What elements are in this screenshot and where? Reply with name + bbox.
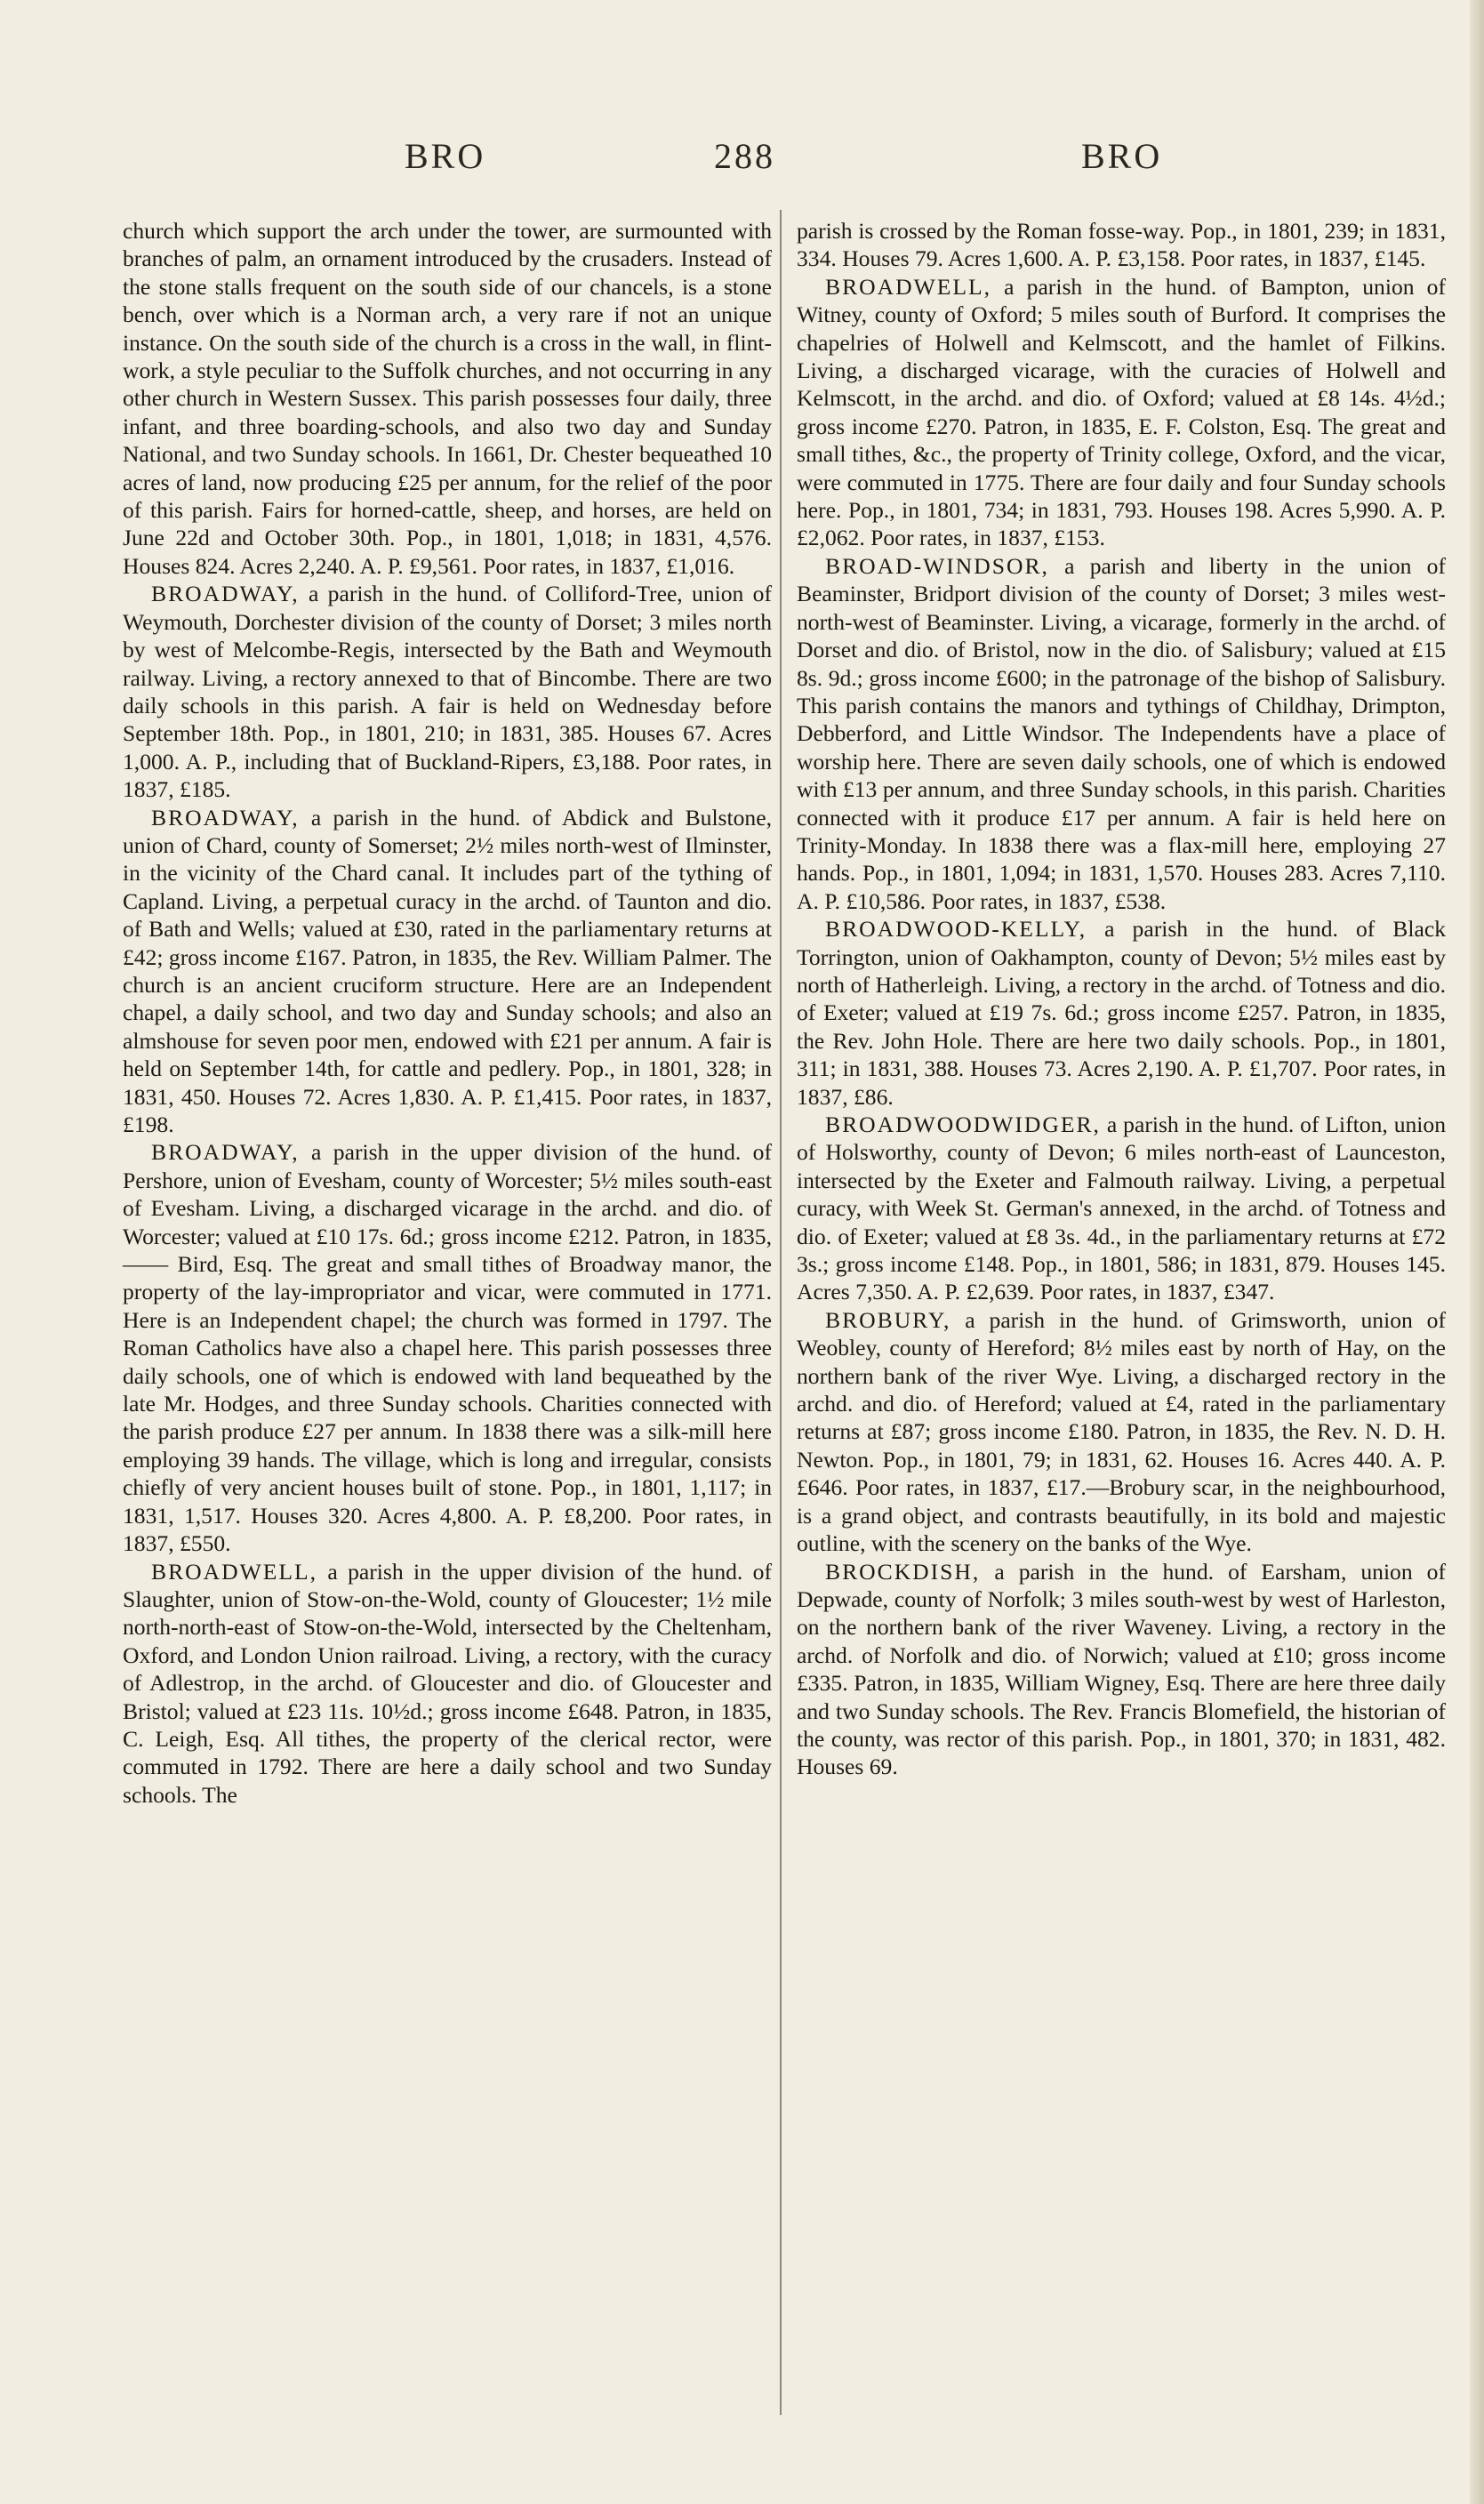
header-left-catchword: BRO bbox=[405, 136, 486, 176]
right-column bbox=[797, 217, 1446, 1781]
running-header bbox=[0, 135, 1484, 189]
entry-text: a parish in the hund. of Grimsworth, union of Weobley, county of Hereford; 8½ miles east by north of Hay, on the northern bank of the river Wye. Living, a discharged rectory in the archd. and dio. of Hereford; valued at £4, rated in the parliamentary returns at £87; gross income £180. Patron, in 1835, the Rev. N. D. H. Newton. Pop., in 1801, 79; in 1831, 62. Houses 16. Acres 440. A. P. £646. Poor rates, in 1837, £17.—Brobury scar, in the neighbourhood, is a grand object, and contrasts beautifully, in its bold and majestic outline, with the scenery on the banks of the Wye. bbox=[797, 1306, 1446, 1557]
entry-name: BROADWOODWIDGER, bbox=[825, 1112, 1101, 1137]
entry-brockdish bbox=[797, 1558, 1446, 1781]
entry-broadway-worcester bbox=[123, 1138, 772, 1557]
entry-name: BROADWOOD-KELLY, bbox=[825, 916, 1087, 943]
entry-broadway-dorset bbox=[123, 580, 772, 803]
entry-name: BROAD-WINDSOR, bbox=[825, 552, 1049, 579]
entry-name: BROCKDISH, bbox=[825, 1558, 981, 1585]
left-column bbox=[123, 217, 772, 1809]
entry-text: a parish and liberty in the union of Beaminster, Bridport division of the county of Dorset; 3 miles west-north-west of Beaminster. Living, a vicarage, formerly in the archd. of Dorset and dio. of Bristol, now in the dio. of Salisbury; valued at £15 8s. 9d.; gross income £600; in the patronage of the bishop of Salisbury. This parish contains the manors and tythings of Childhay, Drimpton, Debberford, and Little Windsor. The Independents have a place of worship here. There are seven daily schools, one of which is endowed with £13 per annum, and three Sunday schools, in this parish. Charities connected with it produce £17 per annum. A fair is held here on Trinity-Monday. In 1838 there was a flax-mill here, employing 27 hands. Pop., in 1801, 1,094; in 1831, 1,570. Houses 283. Acres 7,110. A. P. £10,586. Poor rates, in 1837, £538. bbox=[797, 552, 1446, 914]
entry-text: a parish in the hund. of Colliford-Tree, union of Weymouth, Dorchester division of the county of Dorset; 3 miles north by west of Melcombe-Regis, intersected by the Bath and Weymouth railway. Living, a rectory annexed to that of Bincombe. There are two daily schools in this parish. A fair is held on Wednesday before September 18th. Pop., in 1801, 210; in 1831, 385. Houses 67. Acres 1,000. A. P., including that of Buckland-Ripers, £3,188. Poor rates, in 1837, £185. bbox=[123, 581, 772, 803]
entry-name: BROADWELL, bbox=[151, 1558, 318, 1585]
entry-broadwell-oxford bbox=[797, 273, 1446, 552]
entry-name: BROADWELL, bbox=[825, 273, 992, 300]
entry-brobury bbox=[797, 1306, 1446, 1558]
entry-broadwoodwidger bbox=[797, 1111, 1446, 1306]
entry-name: BROADWAY, bbox=[151, 1139, 300, 1166]
entry-text: a parish in the upper division of the hund. of Pershore, union of Evesham, county of Worcester; 5½ miles south-east of Evesham. Living, a discharged vicarage in the archd. and dio. of Worcester; valued at £10 17s. 6d.; gross income £212. Patron, in 1835, —— Bird, Esq. The great and small tithes of Broadway manor, the property of the lay-impropriator and vicar, were commuted in 1771. Here is an Independent chapel; the church was formed in 1797. The Roman Catholics have also a chapel here. This parish possesses three daily schools, one of which is endowed with land bequeathed by the late Mr. Hodges, and three Sunday schools. Charities connected with the parish produce £27 per annum. In 1838 there was a silk-mill here employing 39 hands. The village, which is long and irregular, consists chiefly of very ancient houses built of stone. Pop., in 1801, 1,117; in 1831, 1,517. Houses 320. Acres 4,800. A. P. £8,200. Poor rates, in 1837, £550. bbox=[123, 1139, 772, 1557]
entry-text: a parish in the hund. of Bampton, union of Witney, county of Oxford; 5 miles south of Burford. It comprises the chapelries of Holwell and Kelmscott, and the hamlet of Filkins. Living, a discharged vicarage, with the curacies of Holwell and Kelmscott, in the archd. and dio. of Oxford; valued at £8 14s. 4½d.; gross income £270. Patron, in 1835, E. F. Colston, Esq. The great and small tithes, &c., the property of Trinity college, Oxford, and the vicar, were commuted in 1775. There are four daily and four Sunday schools here. Pop., in 1801, 734; in 1831, 793. Houses 198. Acres 5,990. A. P. £2,062. Poor rates, in 1837, £153. bbox=[797, 273, 1446, 551]
entry-text: a parish in the hund. of Lifton, union of Holsworthy, county of Devon; 6 miles north-east of Launceston, intersected by the Exeter and Falmouth railway. Living, a perpetual curacy, with Week St. German's annexed, in the archd. of Totness and dio. of Exeter; valued at £8 3s. 4d., in the parliamentary returns at £72 3s.; gross income £148. Pop., in 1801, 586; in 1831, 879. Houses 145. Acres 7,350. A. P. £2,639. Poor rates, in 1837, £347. bbox=[797, 1112, 1446, 1305]
column-divider bbox=[780, 210, 782, 2415]
entry-continuation: parish is crossed by the Roman fosse-way. Pop., in 1801, 239; in 1831, 334. Houses 79. Acres 1,600. A. P. £3,158. Poor rates, in 1837, £145. bbox=[797, 218, 1446, 272]
entry-text: a parish in the hund. of Abdick and Bulstone, union of Chard, county of Somerset; 2½ miles north-west of Ilminster, in the vicinity of the Chard canal. It includes part of the tything of Capland. Living, a perpetual curacy in the archd. of Taunton and dio. of Bath and Wells; valued at £30, rated in the parliamentary returns at £42; gross income £167. Patron, in 1835, the Rev. William Palmer. The church is an ancient cruciform structure. Here are an Independent chapel, a daily school, and two day and Sunday schools; and also an almshouse for seven poor men, endowed with £21 per annum. A fair is held on September 14th, for cattle and pedlery. Pop., in 1801, 328; in 1831, 450. Houses 72. Acres 1,830. A. P. £1,415. Poor rates, in 1837, £198. bbox=[123, 804, 772, 1137]
entry-text: a parish in the hund. of Earsham, union of Depwade, county of Norfolk; 3 miles south-west by west of Harleston, on the northern bank of the river Waveney. Living, a rectory in the archd. of Norfolk and dio. of Norwich; valued at £10; gross income £335. Patron, in 1835, William Wigney, Esq. There are here three daily and two Sunday schools. The Rev. Francis Blomefield, the historian of the county, was rector of this parish. Pop., in 1801, 370; in 1831, 482. Houses 69. bbox=[797, 1558, 1446, 1780]
entry-broadway-somerset bbox=[123, 804, 772, 1139]
entry-name: BROADWAY, bbox=[151, 581, 300, 607]
entry-text: a parish in the upper division of the hund. of Slaughter, union of Stow-on-the-Wold, county of Gloucester; 1½ mile north-north-east of Stow-on-the-Wold, intersected by the Cheltenham, Oxford, and London Union railroad. Living, a rectory, with the curacy of Adlestrop, in the archd. of Gloucester and dio. of Gloucester and Bristol; valued at £23 11s. 10½d.; gross income £648. Patron, in 1835, C. Leigh, Esq. All tithes, the property of the clerical rector, were commuted in 1792. There are here a daily school and two Sunday schools. The bbox=[123, 1558, 772, 1808]
page-edge-shadow bbox=[1470, 0, 1484, 2504]
entry-text: a parish in the hund. of Black Torrington, union of Oakhampton, county of Devon; 5½ miles east by north of Hatherleigh. Living, a rectory in the archd. of Totness and dio. of Exeter; valued at £19 7s. 6d.; gross income £257. Patron, in 1835, the Rev. John Hole. There are here two daily schools. Pop., in 1801, 311; in 1831, 388. Houses 73. Acres 2,190. A. P. £1,707. Poor rates, in 1837, £86. bbox=[797, 916, 1446, 1110]
entry-name: BROBURY, bbox=[825, 1306, 951, 1333]
entry-broadwood-kelly bbox=[797, 915, 1446, 1111]
entry-continuation: church which support the arch under the tower, are surmounted with branches of palm, an ornament introduced by the crusaders. Instead of the stone stalls frequent on the south side of our chancels, is a stone bench, over which is a Norman arch, a very rare if not an unique instance. On the south side of the church is a cross in the wall, in flint-work, a style peculiar to the Suffolk churches, and not occurring in any other church in Western Sussex. This parish possesses four daily, three infant, and three boarding-schools, and also two day and Sunday National, and two Sunday schools. In 1661, Dr. Chester bequeathed 10 acres of land, now producing £25 per annum, for the relief of the poor of this parish. Fairs for horned-cattle, sheep, and horses, are held on June 22d and October 30th. Pop., in 1801, 1,018; in 1831, 4,576. Houses 824. Acres 2,240. A. P. £9,561. Poor rates, in 1837, £1,016. bbox=[123, 218, 772, 579]
entry-broadwell-gloucester bbox=[123, 1558, 772, 1810]
entry-broad-windsor bbox=[797, 552, 1446, 915]
entry-name: BROADWAY, bbox=[151, 804, 300, 831]
page-number: 288 bbox=[714, 136, 775, 176]
header-right-catchword: BRO bbox=[1081, 136, 1163, 176]
